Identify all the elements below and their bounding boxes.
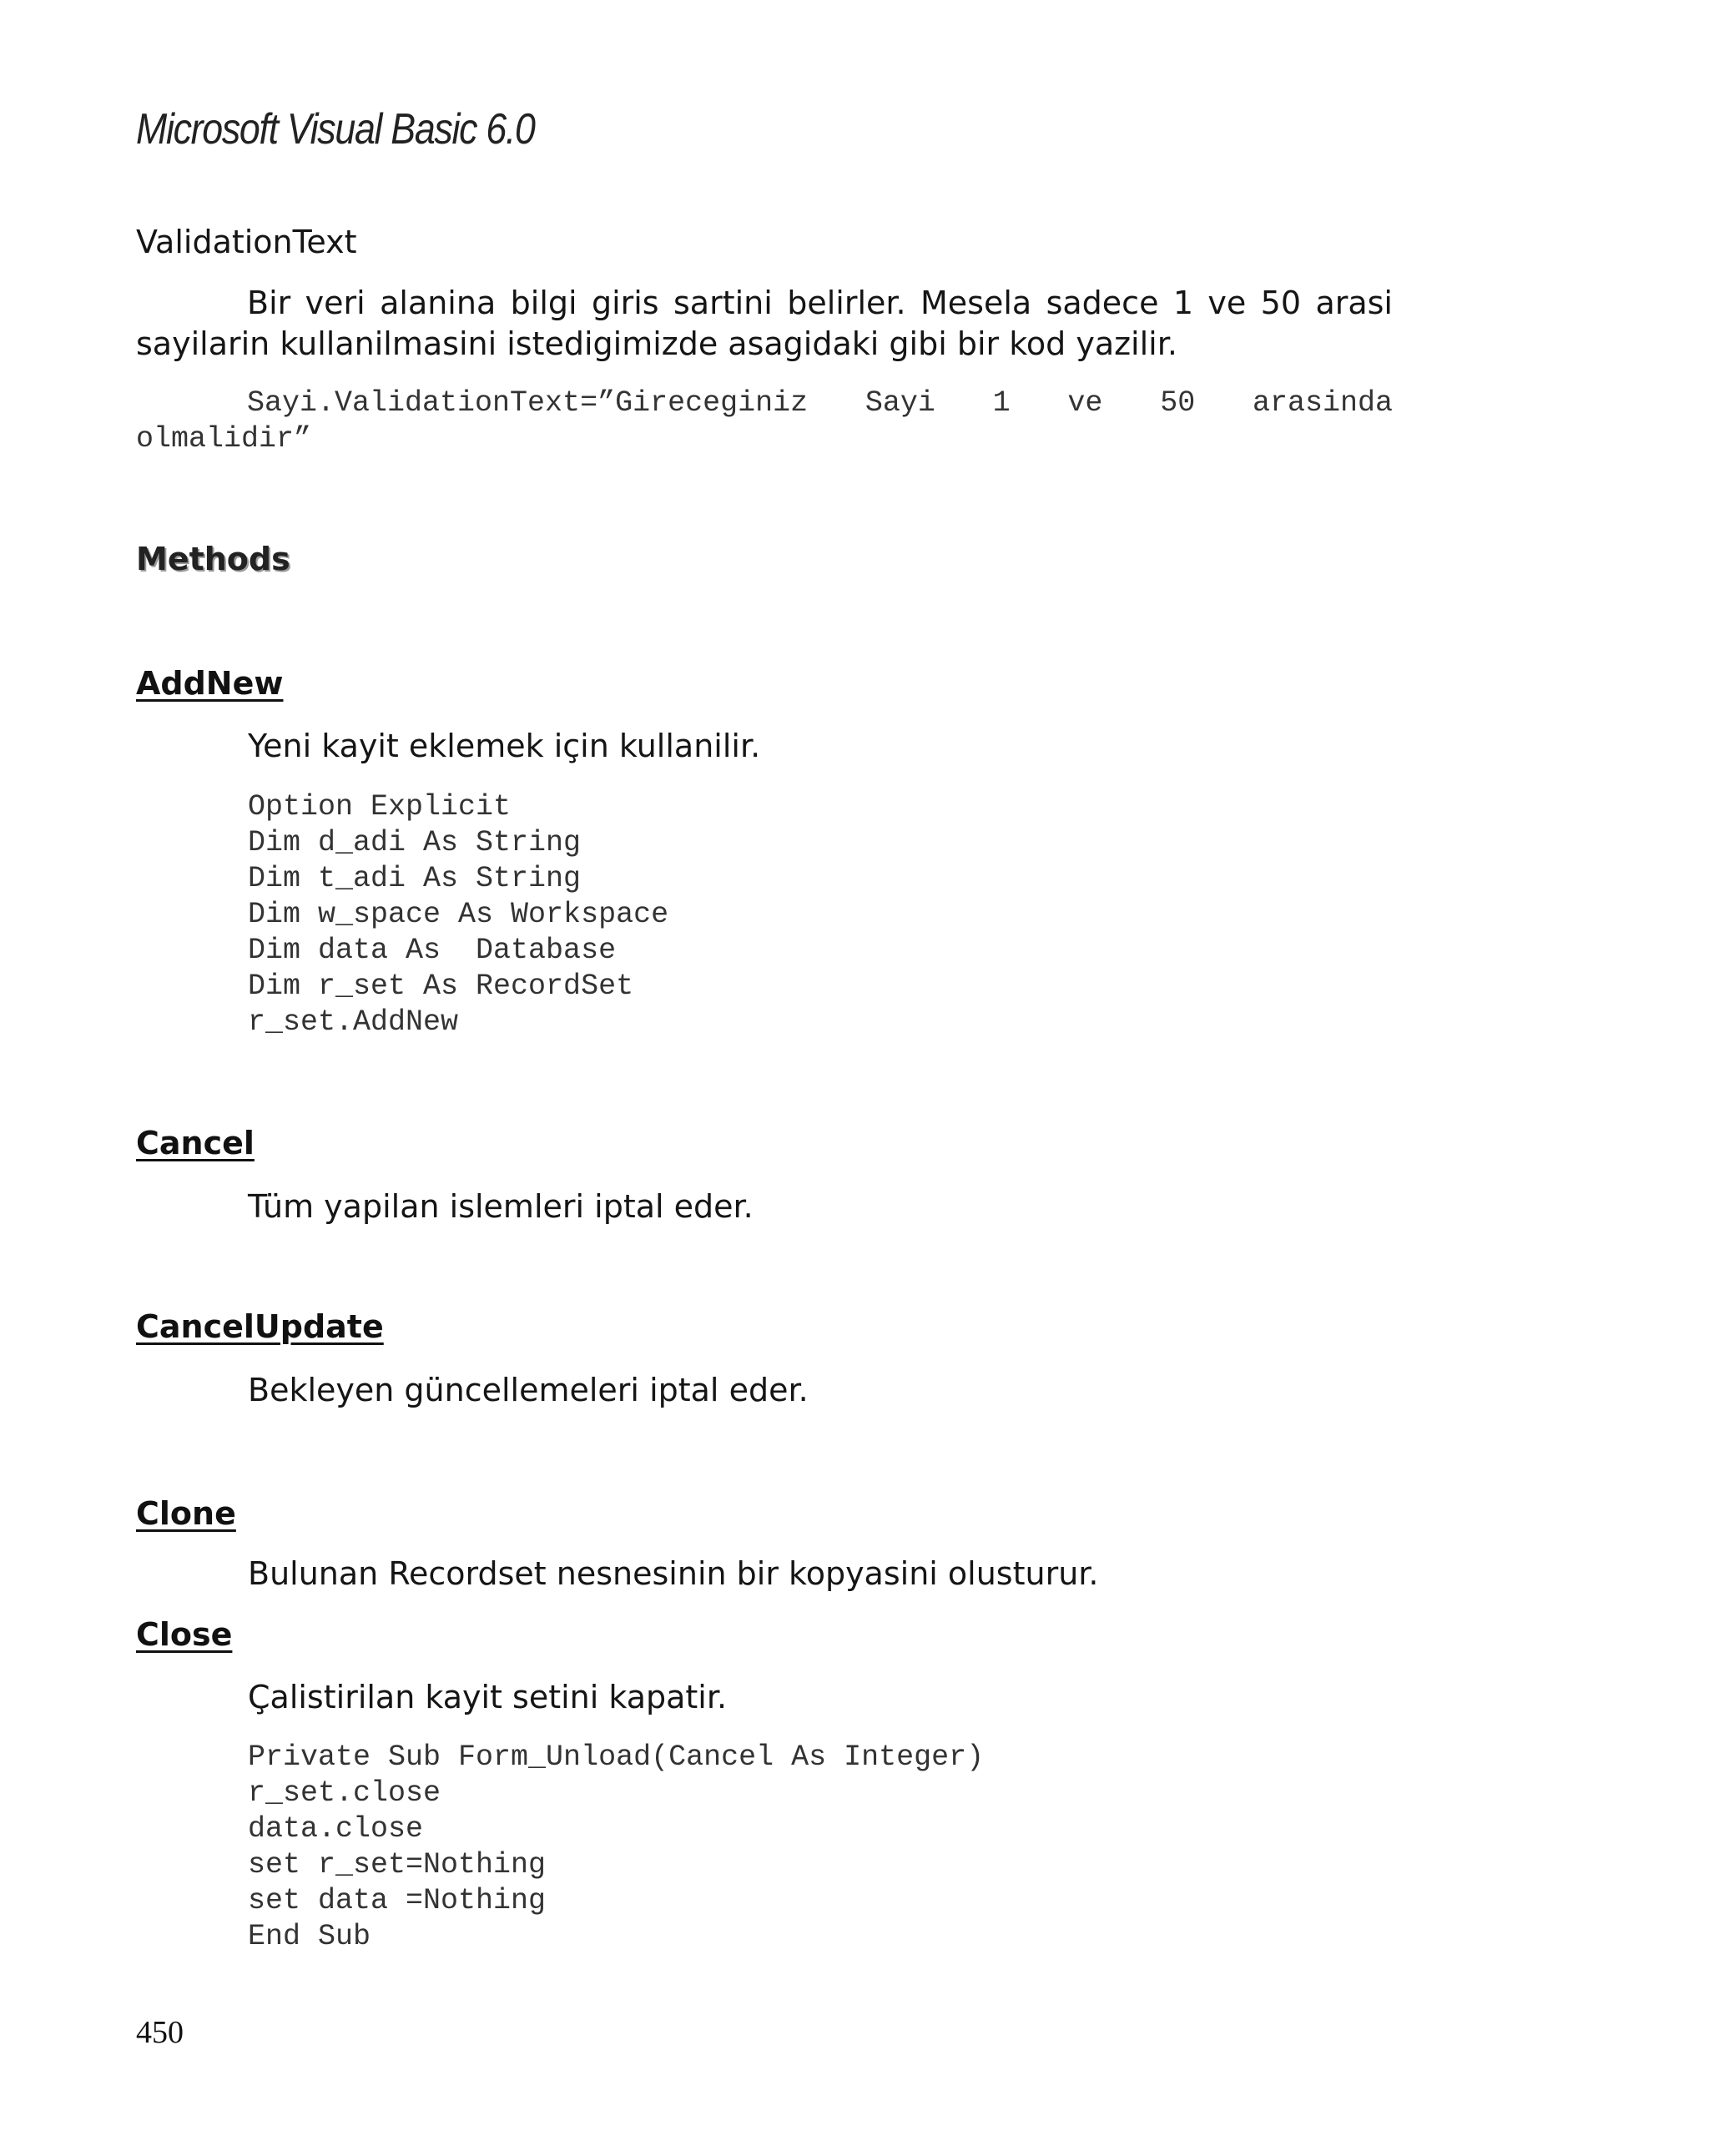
section-title-close: Close [136, 1616, 233, 1653]
close-code-block [248, 1740, 984, 1955]
validation-code-line2: olmalidir” [136, 422, 312, 456]
code-line: Private Sub Form_Unload(Cancel As Integer) [248, 1740, 985, 1774]
code-line: Dim data As Database [248, 934, 617, 967]
cancelupdate-description: Bekleyen güncellemeleri iptal eder. [248, 1372, 809, 1408]
code-line: r_set.close [248, 1776, 441, 1810]
code-line: r_set.AddNew [248, 1005, 459, 1039]
methods-heading: Methods [136, 541, 290, 577]
running-title: Microsoft Visual Basic 6.0 [136, 105, 535, 154]
code-line: Dim w_space As Workspace [248, 898, 669, 931]
addnew-description: Yeni kayit eklemek için kullanilir. [248, 728, 761, 764]
code-line: Dim d_adi As String [248, 826, 582, 859]
code-line: Option Explicit [248, 790, 512, 824]
code-line: set r_set=Nothing [248, 1848, 547, 1881]
close-description: Çalistirilan kayit setini kapatir. [248, 1679, 728, 1715]
validation-description [136, 283, 1393, 365]
section-title-addnew: AddNew [136, 665, 284, 702]
page-number: 450 [136, 2015, 184, 2050]
cancel-description: Tüm yapilan islemleri iptal eder. [248, 1188, 754, 1225]
validation-description-line2: sayilarin kullanilmasini istedigimizde asagidaki gibi bir kod yazilir. [136, 325, 1177, 362]
validation-code-block [136, 385, 1393, 457]
validation-code-line1: Sayi.ValidationText=”Gireceginiz Sayi 1 ve 50 arasinda [247, 386, 1393, 420]
clone-description: Bulunan Recordset nesnesinin bir kopyasini olusturur. [248, 1555, 1099, 1592]
term-validationtext: ValidationText [136, 224, 357, 260]
section-title-clone: Clone [136, 1495, 236, 1532]
addnew-code-block [248, 789, 668, 1040]
section-title-cancelupdate: CancelUpdate [136, 1308, 384, 1345]
code-line: data.close [248, 1812, 424, 1846]
code-line: set data =Nothing [248, 1884, 547, 1917]
code-line: End Sub [248, 1920, 371, 1953]
validation-description-line1: Bir veri alanina bilgi giris sartini belirler. Mesela sadece 1 ve 50 arasi [247, 285, 1393, 321]
section-title-cancel: Cancel [136, 1125, 255, 1161]
code-line: Dim r_set As RecordSet [248, 970, 634, 1003]
code-line: Dim t_adi As String [248, 862, 582, 895]
